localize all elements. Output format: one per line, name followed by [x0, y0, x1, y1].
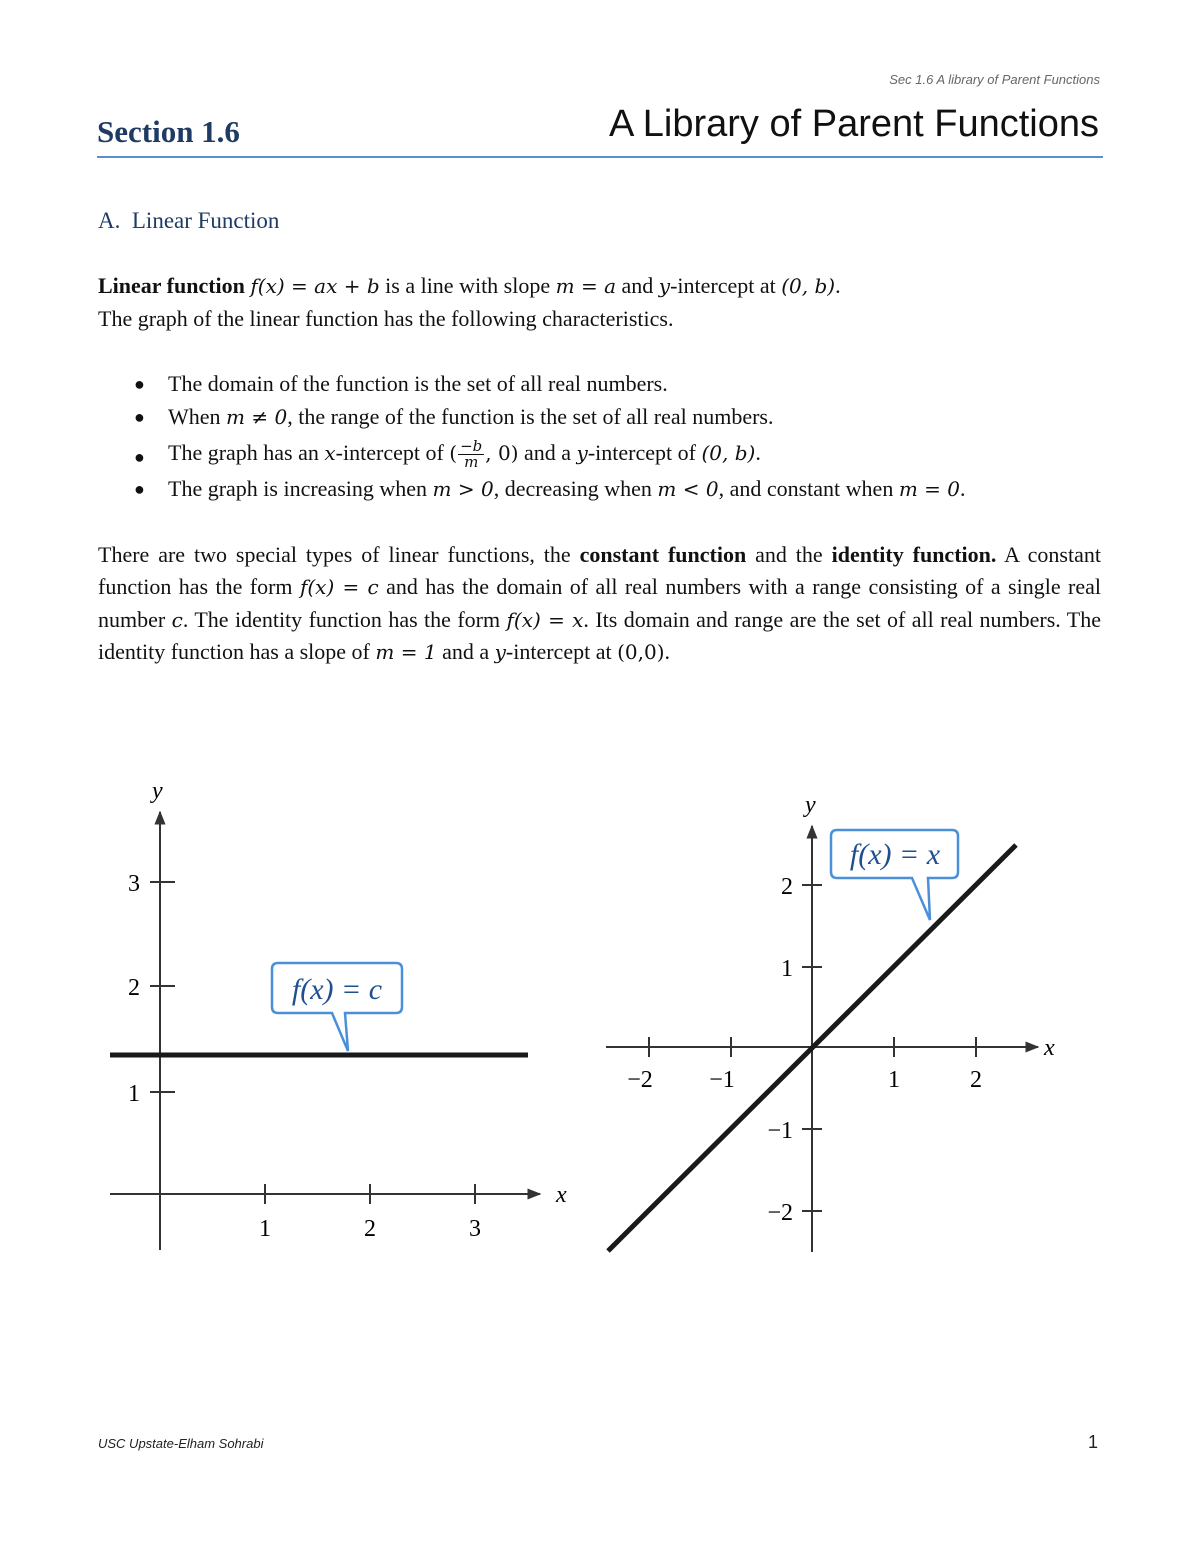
fraction-denominator: m — [464, 453, 479, 472]
bullet-icon: ● — [134, 479, 145, 499]
item3-open-paren: ( — [449, 441, 458, 465]
list-item — [134, 368, 1101, 401]
x-axis-label: x — [1044, 1035, 1055, 1061]
intro-text-3: -intercept at — [670, 273, 782, 298]
list-item — [134, 433, 1101, 473]
special-s7: and a — [436, 639, 495, 664]
y-tick-label: 3 — [128, 871, 140, 897]
item3-x-var: x — [324, 441, 336, 465]
special-s5: . The identity function has the form — [182, 606, 507, 632]
item4-m-positive: m > 0 — [432, 477, 494, 501]
bullet-icon: ● — [134, 374, 145, 394]
title-bar — [97, 100, 1103, 158]
special-s6: . Its domain and range are the set of all real numbers. The identity function has a slope of — [98, 606, 1102, 664]
constant-formula: f(x) = c — [299, 575, 379, 599]
x-tick-label: −2 — [627, 1067, 653, 1093]
slope-equation: m = a — [555, 274, 616, 298]
callout-identity — [831, 830, 958, 920]
intro-text-2: and — [616, 273, 659, 298]
origin-point: (0,0) — [617, 640, 665, 664]
section-label: Section 1.6 — [97, 114, 240, 149]
term-linear-function: Linear function — [98, 273, 245, 298]
x-tick-label: 2 — [970, 1067, 982, 1093]
x-tick-label: 1 — [888, 1067, 900, 1093]
constant-function-graph — [100, 770, 570, 1260]
callout-identity-label: f(x) = x — [849, 838, 941, 871]
item2-math: m ≠ 0 — [226, 404, 288, 429]
y-variable: y — [658, 274, 671, 298]
bullet-icon: ● — [134, 406, 145, 427]
special-s9: . — [664, 639, 670, 664]
item2-pre: When — [168, 403, 227, 429]
list-item — [134, 401, 1101, 434]
y-tick-label: 1 — [781, 956, 793, 982]
constant-c: c — [171, 607, 183, 632]
x-tick-label: 3 — [469, 1216, 481, 1242]
item3-post: -intercept of — [587, 440, 702, 465]
item3-point: (0, b) — [701, 441, 756, 465]
special-functions-paragraph — [98, 539, 1101, 669]
running-head: Sec 1.6 A library of Parent Functions — [889, 72, 1100, 87]
special-s3: A constant function has the form — [98, 541, 1101, 599]
item3-zero: , 0) — [485, 441, 519, 465]
y-tick-label: −2 — [767, 1200, 793, 1226]
term-identity-function: identity function. — [831, 541, 997, 567]
linear-formula: f(x) = ax + b — [250, 274, 380, 298]
item3-y-var: y — [576, 441, 588, 465]
special-s8: -intercept at — [505, 639, 618, 664]
x-axis-label: x — [556, 1182, 567, 1208]
item4-m-negative: m < 0 — [657, 477, 719, 501]
x-tick-label: −1 — [709, 1067, 735, 1093]
y-tick-label: 2 — [128, 975, 140, 1001]
callout-constant-label: f(x) = c — [291, 973, 383, 1006]
identity-slope: m = 1 — [375, 640, 437, 664]
y-tick-label: 1 — [128, 1081, 140, 1107]
subsection-letter: A. — [98, 208, 121, 233]
item3-end: . — [755, 440, 761, 465]
item1-text: The domain of the function is the set of all real numbers. — [168, 371, 668, 396]
characteristics-list — [98, 368, 1101, 506]
intro-period: . — [835, 273, 841, 298]
intro-text-1: is a line with slope — [379, 273, 556, 298]
item4-pre: The graph is increasing when — [168, 476, 433, 501]
special-s4: and has the domain of all real numbers with a range consisting of a single real number — [98, 574, 1101, 632]
item4-mid2: , and constant when — [718, 476, 899, 501]
list-item — [134, 473, 1101, 506]
x-tick-label: 2 — [364, 1216, 376, 1242]
y-axis-label: y — [152, 778, 163, 804]
special-y-var: y — [494, 640, 506, 664]
item4-mid1: , decreasing when — [493, 476, 658, 501]
page-number: 1 — [1087, 1432, 1098, 1452]
item4-m-zero: m = 0 — [898, 477, 960, 501]
fraction-numerator: −b — [460, 437, 483, 456]
item3-pre: The graph has an — [168, 440, 325, 465]
footer-author: USC Upstate-Elham Sohrabi — [98, 1436, 264, 1451]
item4-end: . — [960, 476, 966, 501]
intro-line-2: The graph of the linear function has the following characteristics. — [98, 305, 674, 331]
y-tick-label: −1 — [767, 1118, 793, 1144]
intro-paragraph — [98, 270, 1101, 335]
item3-and: and a — [518, 440, 577, 465]
item3-mid: -intercept of — [335, 440, 450, 465]
subsection-heading — [98, 208, 279, 234]
x-tick-label: 1 — [259, 1216, 271, 1242]
y-tick-label: 2 — [781, 874, 793, 900]
main-content — [98, 270, 1101, 669]
section-title: A Library of Parent Functions — [608, 103, 1099, 145]
y-axis-label: y — [805, 792, 816, 818]
term-constant-function: constant function — [579, 541, 747, 567]
special-s1: There are two special types of linear functions, the — [98, 541, 580, 567]
callout-constant — [272, 963, 402, 1051]
identity-formula: f(x) = x — [506, 607, 584, 632]
special-s2: and the — [746, 541, 832, 567]
item2-post: , the range of the function is the set of all real numbers. — [287, 403, 774, 429]
x-intercept-fraction — [458, 439, 484, 470]
y-intercept-point: (0, b) — [781, 274, 836, 298]
subsection-title: Linear Function — [131, 208, 280, 233]
identity-function-graph — [600, 790, 1070, 1260]
bullet-icon: ● — [134, 447, 145, 467]
